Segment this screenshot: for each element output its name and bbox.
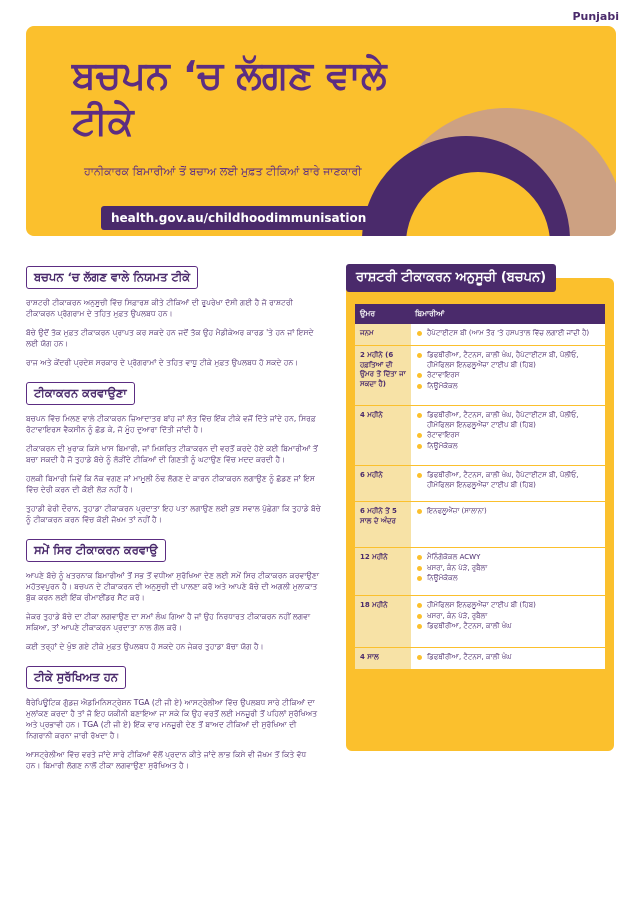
section-heading: ਟੀਕਾਕਰਨ ਕਰਵਾਉਣਾ	[26, 382, 135, 405]
vaccine-item	[417, 431, 600, 441]
bullet-icon	[417, 373, 422, 378]
vaccine-item	[417, 653, 600, 663]
vaccine-item	[417, 442, 600, 452]
schedule-panel	[346, 264, 614, 751]
section-getting-vaccinated	[26, 382, 322, 525]
vaccine-item	[417, 553, 600, 563]
paragraph: ਆਸਟ੍ਰੇਲੀਆ ਵਿੱਚ ਵਰਤੇ ਜਾਂਦੇ ਸਾਰੇ ਟੀਕਿਆਂ ਵੱਲੋਂ ਪ੍ਰਦਾਨ ਕੀਤੇ ਜਾਂਦੇ ਲਾਭ ਕਿਸੇ ਵੀ ਜੋਖਮ ਤੋਂ ਕਿਤੇ ਵੱਧ ਹਨ। ਬਿਮਾਰੀ ਲੱਗਣ ਨਾਲੋਂ ਟੀਕਾ ਲਗਵਾਉਣਾ ਸੁਰੱਖਿਅਤ ਹੈ।	[26, 750, 307, 770]
bullet-icon	[417, 603, 422, 608]
bullet-icon	[417, 384, 422, 389]
vaccines-cell	[411, 346, 605, 405]
table-body	[355, 324, 605, 670]
vaccines-cell	[411, 548, 605, 595]
vaccine-label: ਡਿਫਥੀਰੀਆ, ਟੈਟਨਸ, ਕਾਲੀ ਖੰਘ	[427, 622, 512, 630]
age-cell: 4 ਸਾਲ	[355, 648, 411, 669]
table-row	[355, 548, 605, 596]
website-link[interactable]: health.gov.au/childhoodimmunisation	[101, 206, 376, 230]
vaccine-item	[417, 382, 600, 392]
vaccine-item	[417, 329, 600, 339]
age-cell: 18 ਮਹੀਨੇ	[355, 596, 411, 647]
bullet-icon	[417, 433, 422, 438]
vaccine-label: ਡਿਫਥੀਰੀਆ, ਟੈਟਨਸ, ਕਾਲੀ ਖੰਘ, ਹੈਪੇਟਾਈਟਸ ਬੀ, ਪੋਲੀਓ, ਹੀਮੋਫਿਲਸ ਇਨਫਲੂਐਂਜ਼ਾ ਟਾਈਪ ਬੀ (ਹਿਬ)	[427, 471, 579, 489]
bullet-icon	[417, 444, 422, 449]
section-heading: ਟੀਕੇ ਸੁਰੱਖਿਅਤ ਹਨ	[26, 666, 126, 689]
table-row	[355, 648, 605, 670]
vaccine-label: ਡਿਫਥੀਰੀਆ, ਟੈਟਨਸ, ਕਾਲੀ ਖੰਘ, ਹੈਪੇਟਾਈਟਸ ਬੀ, ਪੋਲੀਓ, ਹੀਮੋਫਿਲਸ ਇਨਫਲੂਐਂਜ਼ਾ ਟਾਈਪ ਬੀ (ਹਿਬ)	[427, 351, 579, 369]
bullet-icon	[417, 509, 422, 514]
vaccine-label: ਖਸਰਾ, ਕੰਨ ਪੇੜੇ, ਰੁਬੈਲਾ	[427, 611, 488, 620]
vaccines-cell	[411, 648, 605, 669]
paragraph: ਥੈਰੇਪਿਊਟਿਕ ਗੁੱਡਜ਼ ਐਡਮਿਨਿਸਟ੍ਰੇਸ਼ਨ TGA (ਟੀ ਜੀ ਏ) ਆਸਟ੍ਰੇਲੀਆ ਵਿੱਚ ਉਪਲਬਧ ਸਾਰੇ ਟੀਕਿਆਂ ਦਾ ਮੁਲਾਂਕਣ ਕਰਦਾ ਹੈ ਤਾਂ ਜੋ ਇਹ ਯਕੀਨੀ ਬਣਾਇਆ ਜਾ ਸਕੇ ਕਿ ਉਹ ਵਰਤੋਂ ਲਈ ਮਨਜ਼ੂਰੀ ਤੋਂ ਪਹਿਲਾਂ ਸੁਰੱਖਿਅਤ ਅਤੇ ਪ੍ਰਭਾਵੀ ਹਨ। TGA (ਟੀ ਜੀ ਏ) ਇੱਕ ਵਾਰ ਮਨਜ਼ੂਰੀ ਦੇਣ ਤੋਂ ਬਾਅਦ ਟੀਕਿਆਂ ਦੀ ਸੁਰੱਖਿਆ ਦੀ ਨਿਗਰਾਨੀ ਕਰਨਾ ਜਾਰੀ ਰੱਖਦਾ ਹੈ।	[26, 698, 318, 740]
vaccine-label: ਇਨਫਲੂਐਂਜ਼ਾ (ਸਾਲਾਨਾ)	[427, 507, 487, 515]
hero-banner	[26, 26, 616, 236]
vaccine-label: ਡਿਫਥੀਰੀਆ, ਟੈਟਨਸ, ਕਾਲੀ ਖੰਘ	[427, 653, 512, 661]
vaccine-label: ਨਿਊਮੋਕੋਕਲ	[427, 381, 458, 390]
bullet-icon	[417, 555, 422, 560]
language-label: Punjabi	[572, 10, 619, 23]
paragraph: ਆਪਣੇ ਬੱਚੇ ਨੂੰ ਖ਼ਤਰਨਾਕ ਬਿਮਾਰੀਆਂ ਤੋਂ ਸਭ ਤੋਂ ਵਧੀਆ ਸੁਰੱਖਿਆ ਦੇਣ ਲਈ ਸਮੇਂ ਸਿਰ ਟੀਕਾਕਰਨ ਕਰਵਾਉਣਾ ਮਹੱਤਵਪੂਰਨ ਹੈ। ਬਚਪਨ ਦੇ ਟੀਕਾਕਰਨ ਦੀ ਅਨੁਸੂਚੀ ਦੀ ਪਾਲਣਾ ਕਰੋ ਅਤੇ ਆਪਣੇ ਬੱਚੇ ਦੀ ਅਗਲੀ ਮੁਲਾਕਾਤ ਬੁੱਕ ਕਰਨ ਲਈ ਇੱਕ ਰੀਮਾਈਂਡਰ ਸੈੱਟ ਕਰੋ।	[26, 571, 320, 602]
paragraph: ਬੱਚੇ ਉਦੋਂ ਤੱਕ ਮੁਫ਼ਤ ਟੀਕਾਕਰਨ ਪ੍ਰਾਪਤ ਕਰ ਸਕਦੇ ਹਨ ਜਦੋਂ ਤੱਕ ਉਹ ਮੈਡੀਕੇਅਰ ਕਾਰਡ 'ਤੇ ਹਨ ਜਾਂ ਇਸਦੇ ਲਈ ਯੋਗ ਹਨ।	[26, 328, 314, 348]
info-column	[26, 266, 322, 785]
age-cell: 4 ਮਹੀਨੇ	[355, 406, 411, 465]
table-row	[355, 466, 605, 502]
paragraph: ਤੁਹਾਡੀ ਫੇਰੀ ਦੌਰਾਨ, ਤੁਹਾਡਾ ਟੀਕਾਕਰਨ ਪ੍ਰਦਾਤਾ ਇਹ ਪਤਾ ਲਗਾਉਣ ਲਈ ਕੁਝ ਸਵਾਲ ਪੁੱਛੇਗਾ ਕਿ ਤੁਹਾਡੇ ਬੱਚੇ ਨੂੰ ਟੀਕਾਕਰਨ ਕਰਨ ਵਿੱਚ ਕੋਈ ਜੋਖਮ ਤਾਂ ਨਹੀਂ ਹੈ।	[26, 504, 321, 524]
page-title: ਬਚਪਨ ‘ਚ ਲੱਗਣ ਵਾਲੇ ਟੀਕੇ	[72, 53, 387, 143]
page-subtitle: ਹਾਨੀਕਾਰਕ ਬਿਮਾਰੀਆਂ ਤੋਂ ਬਚਾਅ ਲਈ ਮੁਫ਼ਤ ਟੀਕਿਆਂ ਬਾਰੇ ਜਾਣਕਾਰੀ	[84, 165, 362, 178]
bullet-icon	[417, 353, 422, 358]
paragraph: ਕਈ ਤਰ੍ਹਾਂ ਦੇ ਖੁੰਝ ਗਏ ਟੀਕੇ ਮੁਫ਼ਤ ਉਪਲਬਧ ਹੋ ਸਕਦੇ ਹਨ ਜੇਕਰ ਤੁਹਾਡਾ ਬੱਚਾ ਯੋਗ ਹੈ।	[26, 642, 264, 651]
vaccine-label: ਮੈਨਿੰਗੋਕੋਕਲ ACWY	[427, 553, 481, 561]
vaccine-item	[417, 471, 600, 490]
column-header-age: ਉਮਰ	[360, 309, 376, 318]
age-cell: 6 ਮਹੀਨੇ ਤੋਂ 5 ਸਾਲ ਦੇ ਅੰਦਰ	[355, 502, 411, 547]
table-row	[355, 346, 605, 406]
table-row	[355, 502, 605, 548]
column-header-vaccines: ਬਿਮਾਰੀਆਂ	[415, 309, 445, 318]
bullet-icon	[417, 566, 422, 571]
paragraph: ਰਾਸ਼ਟਰੀ ਟੀਕਾਕਰਨ ਅਨੁਸੂਚੀ ਵਿੱਚ ਸਿਫ਼ਾਰਸ਼ ਕੀਤੇ ਟੀਕਿਆਂ ਦੀ ਰੂਪਰੇਖਾ ਦੱਸੀ ਗਈ ਹੈ ਜੋ ਰਾਸ਼ਟਰੀ ਟੀਕਾਕਰਨ ਪ੍ਰੋਗਰਾਮ ਦੇ ਤਹਿਤ ਮੁਫ਼ਤ ਉਪਲਬਧ ਹਨ।	[26, 298, 293, 318]
section-heading: ਬਚਪਨ ‘ਚ ਲੱਗਣ ਵਾਲੇ ਨਿਯਮਤ ਟੀਕੇ	[26, 266, 198, 289]
section-vaccines-safe	[26, 666, 322, 771]
age-cell: 6 ਮਹੀਨੇ	[355, 466, 411, 501]
vaccines-cell	[411, 466, 605, 501]
schedule-card	[346, 278, 614, 751]
vaccine-item	[417, 507, 600, 517]
bullet-icon	[417, 614, 422, 619]
vaccine-label: ਖਸਰਾ, ਕੰਨ ਪੇੜੇ, ਰੁਬੈਲਾ	[427, 563, 488, 572]
table-row	[355, 324, 605, 346]
vaccines-cell	[411, 406, 605, 465]
vaccine-item	[417, 622, 600, 632]
vaccines-cell	[411, 324, 605, 345]
table-header	[355, 304, 605, 324]
age-cell: ਜਨਮ	[355, 324, 411, 345]
vaccine-label: ਨਿਊਮੋਕੋਕਲ	[427, 441, 458, 450]
vaccine-label: ਹੀਮੋਫਿਲਸ ਇਨਫਲੂਐਂਜ਼ਾ ਟਾਈਪ ਬੀ (ਹਿਬ)	[427, 601, 536, 609]
age-cell: 2 ਮਹੀਨੇ (6 ਹਫ਼ਤਿਆਂ ਦੀ ਉਮਰ ਤੋਂ ਦਿੱਤਾ ਜਾ ਸਕਦਾ ਹੈ)	[355, 346, 411, 405]
bullet-icon	[417, 624, 422, 629]
section-heading: ਸਮੇਂ ਸਿਰ ਟੀਕਾਕਰਨ ਕਰਵਾਉ	[26, 539, 166, 562]
vaccine-item	[417, 574, 600, 584]
vaccine-label: ਨਿਊਮੋਕੋਕਲ	[427, 574, 458, 582]
paragraph: ਟੀਕਾਕਰਨ ਦੀ ਖੁਰਾਕ ਕਿਸੇ ਖਾਸ ਬਿਮਾਰੀ, ਜਾਂ ਮਿਸ਼ਰਿਤ ਟੀਕਾਕਰਨ ਦੀ ਵਰਤੋਂ ਕਰਦੇ ਹੋਏ ਕਈ ਬਿਮਾਰੀਆਂ ਤੋਂ ਬਚਾ ਸਕਦੀ ਹੈ ਜੋ ਤੁਹਾਡੇ ਬੱਚੇ ਨੂੰ ਲੋੜੀਂਦੇ ਟੀਕਿਆਂ ਦੀ ਗਿਣਤੀ ਨੂੰ ਘਟਾਉਣ ਵਿੱਚ ਮਦਦ ਕਰਦੀ ਹੈ।	[26, 444, 318, 464]
vaccine-item	[417, 371, 600, 381]
bullet-icon	[417, 413, 422, 418]
schedule-title: ਰਾਸ਼ਟਰੀ ਟੀਕਾਕਰਨ ਅਨੁਸੂਚੀ (ਬਚਪਨ)	[346, 264, 556, 292]
paragraph: ਹਲਕੀ ਬਿਮਾਰੀ ਜਿਵੇਂ ਕਿ ਨੱਕ ਵਗਣ ਜਾਂ ਮਾਮੂਲੀ ਠੰਢ ਲੱਗਣ ਦੇ ਕਾਰਨ ਟੀਕਾਕਰਨ ਲਗਾਉਣ ਨੂੰ ਛੱਡਣ ਜਾਂ ਇਸ ਵਿੱਚ ਦੇਰੀ ਕਰਨ ਦੀ ਕੋਈ ਲੋੜ ਨਹੀਂ ਹੈ।	[26, 474, 315, 494]
vaccine-item	[417, 601, 600, 611]
table-row	[355, 596, 605, 648]
bullet-icon	[417, 655, 422, 660]
vaccine-label: ਡਿਫਥੀਰੀਆ, ਟੈਟਨਸ, ਕਾਲੀ ਖੰਘ, ਹੈਪੇਟਾਈਟਸ ਬੀ, ਪੋਲੀਓ, ਹੀਮੋਫਿਲਸ ਇਨਫਲੂਐਂਜ਼ਾ ਟਾਈਪ ਬੀ (ਹਿਬ)	[427, 411, 579, 429]
vaccine-item	[417, 564, 600, 574]
schedule-table	[355, 304, 605, 670]
age-cell: 12 ਮਹੀਨੇ	[355, 548, 411, 595]
table-row	[355, 406, 605, 466]
vaccine-item	[417, 612, 600, 622]
section-on-time	[26, 539, 322, 652]
vaccine-label: ਰੋਟਾਵਾਇਰਸ	[427, 371, 460, 379]
paragraph: ਰਾਜ ਅਤੇ ਕੇਂਦਰੀ ਪ੍ਰਦੇਸ਼ ਸਰਕਾਰ ਦੇ ਪ੍ਰੋਗਰਾਮਾਂ ਦੇ ਤਹਿਤ ਵਾਧੂ ਟੀਕੇ ਮੁਫ਼ਤ ਉਪਲਬਧ ਹੋ ਸਕਦੇ ਹਨ।	[26, 358, 299, 367]
vaccine-label: ਹੈਪੇਟਾਈਟਸ ਬੀ (ਆਮ ਤੌਰ 'ਤੇ ਹਸਪਤਾਲ ਵਿੱਚ ਲਗਾਈ ਜਾਂਦੀ ਹੈ)	[427, 329, 590, 337]
section-routine-vaccines	[26, 266, 322, 368]
bullet-icon	[417, 576, 422, 581]
vaccine-label: ਰੋਟਾਵਾਇਰਸ	[427, 431, 460, 439]
vaccines-cell	[411, 596, 605, 647]
paragraph: ਜੇਕਰ ਤੁਹਾਡੇ ਬੱਚੇ ਦਾ ਟੀਕਾ ਲਗਵਾਉਣ ਦਾ ਸਮਾਂ ਲੰਘ ਗਿਆ ਹੈ ਜਾਂ ਉਹ ਨਿਰਧਾਰਤ ਟੀਕਾਕਰਨ ਨਹੀਂ ਲਗਵਾ ਸਕਿਆ, ਤਾਂ ਆਪਣੇ ਟੀਕਾਕਰਨ ਪ੍ਰਦਾਤਾ ਨਾਲ ਗੱਲ ਕਰੋ।	[26, 612, 311, 632]
bullet-icon	[417, 473, 422, 478]
vaccines-cell	[411, 502, 605, 547]
paragraph: ਬਚਪਨ ਵਿੱਚ ਮਿਲਣ ਵਾਲੇ ਟੀਕਾਕਰਨ ਜ਼ਿਆਦਾਤਰ ਬਾਂਹ ਜਾਂ ਲੱਤ ਵਿੱਚ ਇੱਕ ਟੀਕੇ ਵਜੋਂ ਦਿੱਤੇ ਜਾਂਦੇ ਹਨ, ਸਿਰਫ਼ ਰੋਟਾਵਾਇਰਸ ਵੈਕਸੀਨ ਨੂੰ ਛੱਡ ਕੇ, ਜੋ ਮੂੰਹ ਦੁਆਰਾ ਦਿੱਤੀ ਜਾਂਦੀ ਹੈ।	[26, 414, 316, 434]
bullet-icon	[417, 331, 422, 336]
vaccine-item	[417, 411, 600, 430]
vaccine-item	[417, 351, 600, 370]
